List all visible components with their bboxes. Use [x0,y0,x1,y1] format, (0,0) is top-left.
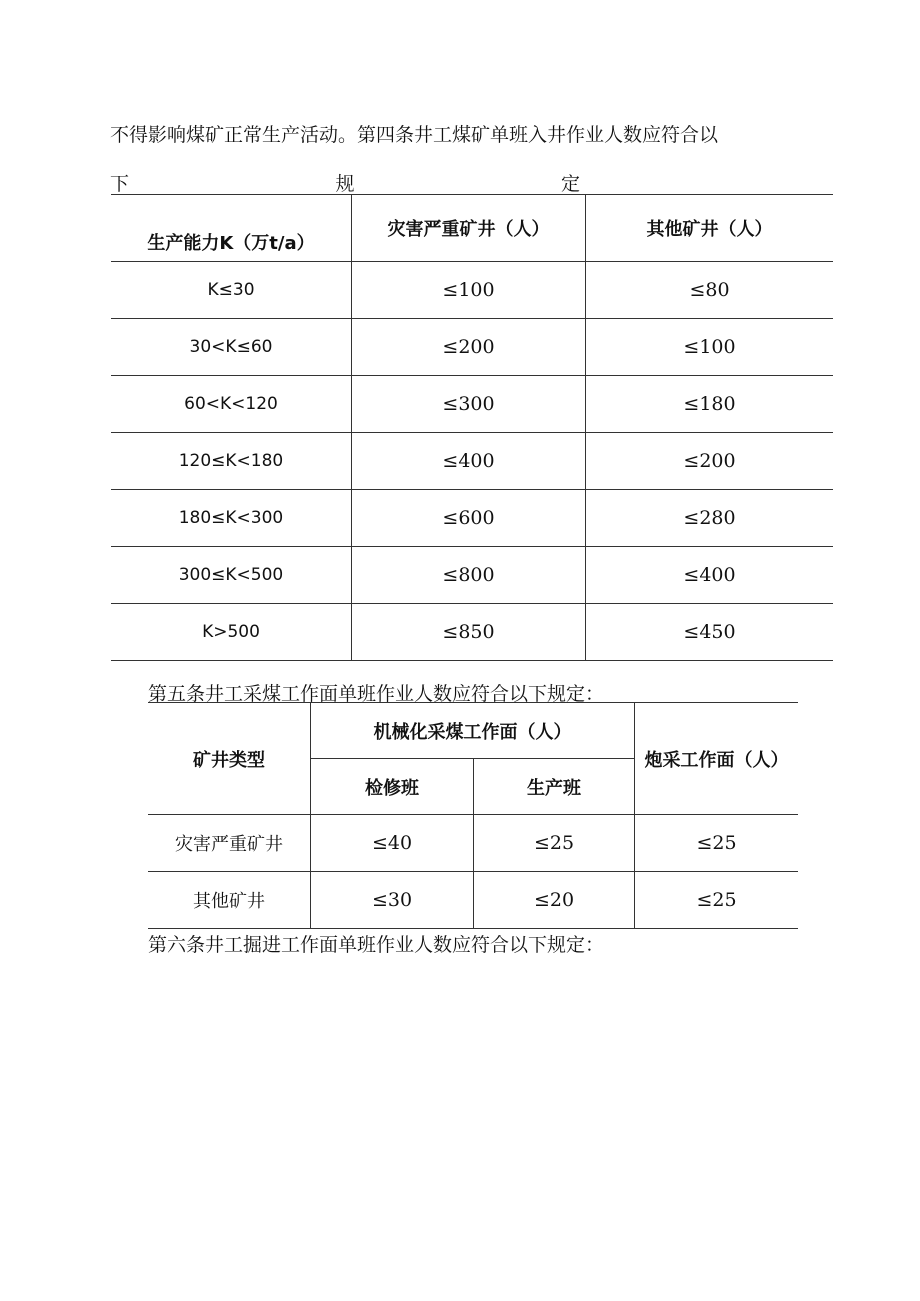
table-row [111,262,833,319]
cell-hazardous: ≤600 [352,490,586,547]
cell-other: ≤80 [586,262,834,319]
cell-capacity: 300≤K<500 [111,547,352,604]
header-mechanized: 机械化采煤工作面（人） [311,703,635,759]
cell-hazardous: ≤400 [352,433,586,490]
cell-hazardous: ≤800 [352,547,586,604]
cell-blasting: ≤25 [635,815,799,872]
table-row [111,376,833,433]
cell-capacity: 30<K≤60 [111,319,352,376]
cell-mine-type: 灾害严重矿井 [148,815,311,872]
cell-production: ≤25 [474,815,635,872]
cell-hazardous: ≤850 [352,604,586,661]
cell-capacity: K>500 [111,604,352,661]
cell-hazardous: ≤300 [352,376,586,433]
header-production-shift: 生产班 [474,759,635,815]
article-6-caption: 第六条井工掘进工作面单班作业人数应符合以下规定： [148,934,605,956]
header-blasting: 炮采工作面（人） [635,703,799,815]
table-row [111,547,833,604]
cell-capacity: K≤30 [111,262,352,319]
table-row [111,433,833,490]
header-other: 其他矿井（人） [586,195,834,262]
table-row [111,604,833,661]
cell-other: ≤280 [586,490,834,547]
paragraph-char: 下 [110,173,130,195]
cell-hazardous: ≤200 [352,319,586,376]
cell-mine-type: 其他矿井 [148,872,311,929]
table-row [148,815,798,872]
header-capacity: 生产能力K（万t/a） [111,195,352,262]
cell-production: ≤20 [474,872,635,929]
paragraph-char: 定 [560,173,580,195]
cell-maintenance: ≤40 [311,815,474,872]
cell-other: ≤450 [586,604,834,661]
header-maintenance-shift: 检修班 [311,759,474,815]
table-row [111,490,833,547]
cell-other: ≤400 [586,547,834,604]
header-hazardous: 灾害严重矿井（人） [352,195,586,262]
table-header-row [111,195,833,262]
table-row [148,872,798,929]
cell-capacity: 180≤K<300 [111,490,352,547]
cell-other: ≤200 [586,433,834,490]
header-mine-type: 矿井类型 [148,703,311,815]
table-row [111,319,833,376]
cell-blasting: ≤25 [635,872,799,929]
staffing-table-coal-face [148,702,798,929]
cell-capacity: 120≤K<180 [111,433,352,490]
cell-capacity: 60<K<120 [111,376,352,433]
paragraph-line-2 [110,169,580,196]
paragraph-char: 规 [335,173,355,195]
cell-maintenance: ≤30 [311,872,474,929]
table-header-row [148,703,798,759]
paragraph-line-1: 不得影响煤矿正常生产活动。第四条井工煤矿单班入井作业人数应符合以 [110,124,719,146]
staffing-table-mine [111,194,833,661]
article-5-caption: 第五条井工采煤工作面单班作业人数应符合以下规定： [148,683,605,705]
cell-hazardous: ≤100 [352,262,586,319]
cell-other: ≤180 [586,376,834,433]
cell-other: ≤100 [586,319,834,376]
